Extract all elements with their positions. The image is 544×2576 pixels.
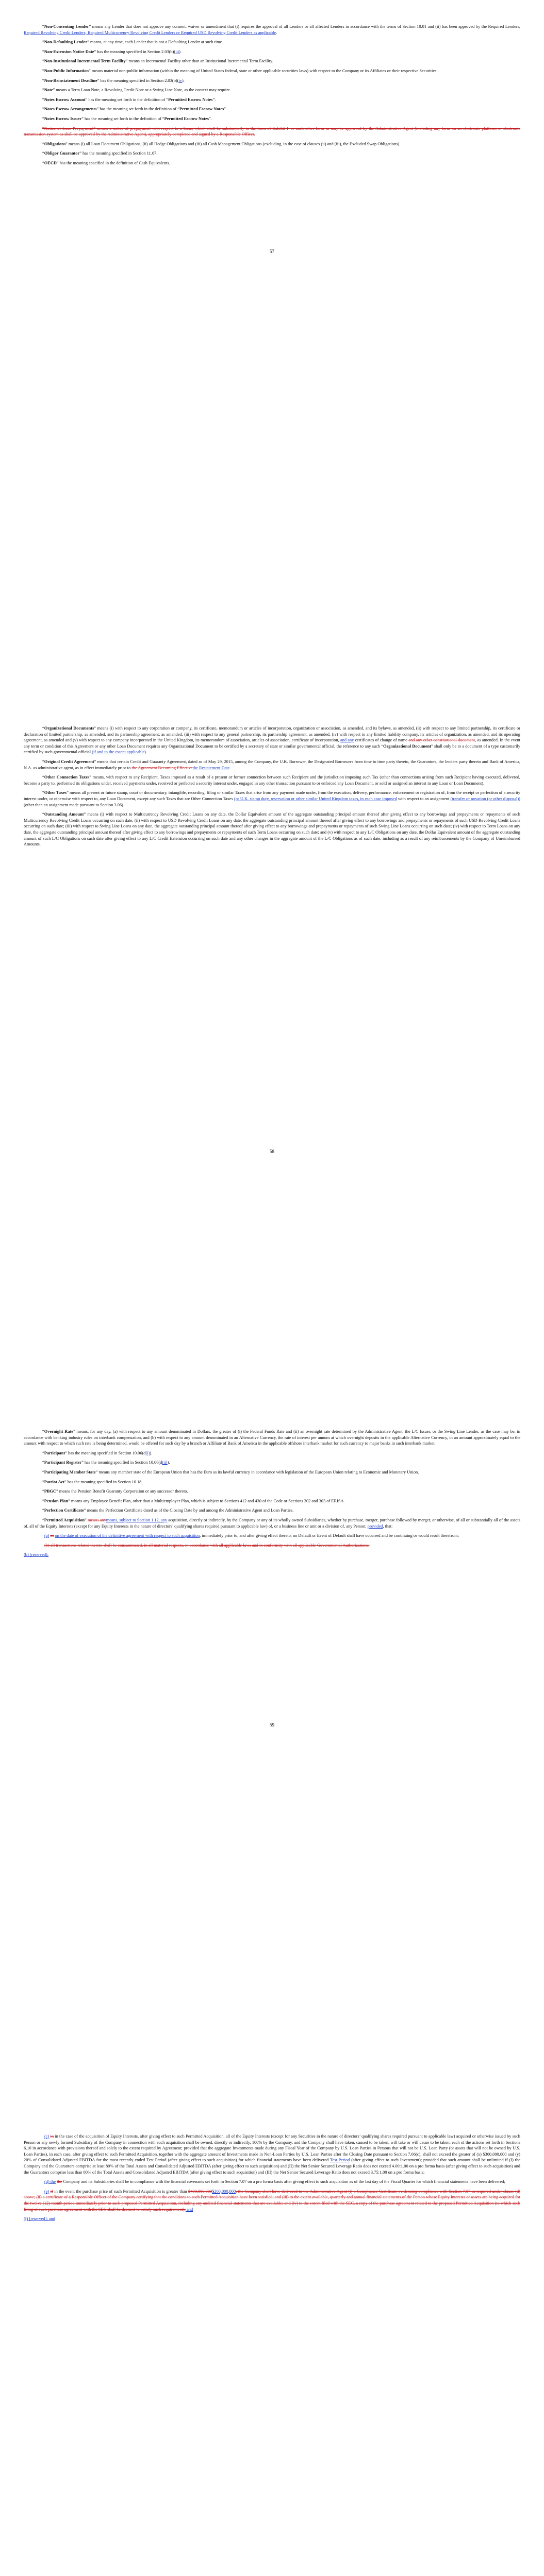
document-page: [0, 0, 544, 703]
text-run: ” has the meaning set forth in the definition of “: [85, 97, 169, 102]
text-run: ”.: [209, 116, 212, 121]
definition-paragraph: [24, 150, 520, 157]
text-run: ” means, with respect to any Recipient, Taxes imposed as a result of a present or former connection between such Recipient and the jurisdiction imposing such Tax (other than connections arising from such Recipient having executed, delivered, become a party to, performed its obligations under, received payments under, received or perfected a security interest under, engaged in any other transaction pursuant to or enforced any Loan Document, or sold or assigned an interest in any Loan or Loan Document).: [24, 775, 520, 786]
definition-paragraph: [24, 1460, 520, 1466]
text-run: , immediately prior to, and after giving effect thereto, no Default or Event of Default shall have occurred and be continuing or would result therefrom;: [200, 1533, 459, 1538]
text-run: ” means (i) with respect to Multicurrency Revolving Credit Loans on any date, the Dollar Equivalent amount of the aggregate outstanding principal amount thereof after giving effect to any borrowings and prepayments or repayments of such Multicurrency Revolving Credit Loans occurring on such date; (ii) with respect to USD Revolving Credit Loans on any date, the aggregate outstanding principal amount thereof after giving effect to any borrowings and prepayments or repayments of such USD Revolving Credit Loans occurring on such date; (iii) with respect to Swing Line Loans on any date, the aggregate outstanding principal amount thereof after giving effect to any borrowings and prepayments or repayments of such Swing Line Loans occurring on such date; (iv) with respect to Term Loans on any date, the aggregate outstanding principal amount thereof after giving effect to any borrowings and prepayments or repayments of such Term Loans occurring on such date; and (v) with respect to any L/C Obligations on any date, the Dollar Equivalent amount of the aggregate outstanding amount of such L/C Obligations on such date after giving effect to any L/C Credit Extension occurring on such date and any other changes in the aggregate amount of the L/C Obligations as of such date, including as a result of any reimbursements by the Company of Unreimbursed Amounts.: [24, 812, 520, 847]
inserted-text: provided: [367, 1523, 383, 1529]
defined-term: Non-Institutional Incremental Term Facility: [44, 59, 126, 64]
definition-paragraph: [24, 1507, 520, 1514]
deleted-text: “Notice of Loan Prepayment” means a notice of prepayment with respect to a Loan, which shall be substantially in the form of Exhibit F or such other form as may be approved by the Administrative Agent (including any form on an electronic platform or electronic transmission system as shall be approved by the Administrative Agent), appropriately completed and signed by a Responsible Officer.: [24, 126, 520, 137]
definition-paragraph: [24, 1469, 520, 1476]
inserted-text: (i): [145, 1450, 150, 1455]
text-run: ”.: [224, 107, 227, 112]
text-run: , that:: [383, 1523, 393, 1529]
definition-paragraph: [24, 2179, 520, 2185]
inserted-text: (ii): [162, 1460, 168, 1465]
deleted-text: the: [57, 2179, 62, 2184]
text-run: “: [42, 759, 44, 764]
text-run: “: [42, 68, 44, 73]
text-run: with respect to an assignment: [397, 796, 451, 801]
document-page: [0, 2110, 544, 2576]
page-number: 58: [270, 1149, 274, 1154]
definition-paragraph: [24, 759, 520, 771]
text-run: ).: [182, 78, 185, 83]
definition-paragraph: [24, 1479, 520, 1485]
page-body: [24, 2133, 520, 2226]
defined-term: Original Credit Agreement: [44, 759, 94, 764]
definition-paragraph: [24, 811, 520, 848]
defined-term: Obligor Guarantor: [44, 151, 80, 156]
text-run: “: [42, 1479, 44, 1484]
definition-paragraph: [24, 2133, 520, 2175]
page-number: 57: [270, 249, 274, 254]
defined-term: Permitted Acquisition: [44, 1517, 85, 1522]
text-run: “: [42, 726, 44, 731]
definition-paragraph: [24, 97, 520, 103]
deleted-text: , the Company shall have delivered to the Administrative Agent (i) a Compliance Certificate evidencing compliance with Section 7.07 as required under clause (d) above; (ii) a certificate of a Responsible Officer of the Company certifying that the conditions to such Permitted Acquisition have been satisfied; and (iii) to the extent available, quarterly and annual financial statements of the Person whose Equity Interests or assets are being acquired for the twelve (12)-month period immediately prior to such proposed Permitted Acquisition, including any audited financial statements that are available; and (iv) to the extent filed with the SEC, a copy of the purchase agreement related to the proposed Permitted Acquisition (to which such filing of such purchase agreement with the SEC shall be deemed to satisfy such requirement);: [24, 2189, 520, 2212]
text-run: “: [42, 1429, 44, 1434]
deleted-text: and any other constitutional document: [408, 738, 475, 743]
text-run: ).: [179, 49, 182, 54]
text-run: ” means (i) all Loan Document Obligations, (ii) all Hedge Obligations and (iii) all Cash Management Obligations (excluding, in the case of clauses (ii) and (iii), the Excluded Swap Obligations).: [65, 141, 401, 146]
defined-term: Perfection Certificate: [44, 1508, 84, 1513]
inserted-text: .: [141, 1479, 143, 1484]
text-run: ” means all present or future stamp, court or documentary, intangible, recording, filing or similar Taxes that arise from any payment made under, from the execution, delivery, performance, enforcement or registration of, from the receipt or perfection of a security interest under, or otherwise with respect to, any Loan Document, except any such Taxes that are Other Connection Taxes: [24, 790, 520, 801]
page-body: [24, 725, 520, 851]
defined-term: Participating Member State: [44, 1469, 96, 1475]
text-run: “: [42, 1460, 44, 1465]
inserted-text: on the date of execution of the definitive agreement with respect to such acquisition: [55, 1533, 200, 1538]
inserted-text: (transfer or novation (or other disposal)): [450, 796, 520, 801]
definition-paragraph: [24, 1450, 520, 1456]
inserted-text: Required Revolving Credit Lenders, Required Multicurrency Revolving Credit Lenders or Required USD Revolving Credit Lenders as applicable: [24, 30, 276, 35]
defined-term: Non-Extension Notice Date: [44, 49, 94, 54]
definition-paragraph: [24, 1517, 520, 1529]
deleted-text: $400,000,000: [188, 2189, 212, 2194]
text-run: “: [42, 160, 44, 165]
text-run: .: [146, 750, 147, 755]
definition-paragraph: [24, 1543, 520, 1549]
text-run: ”.: [212, 97, 216, 102]
text-run: “: [42, 151, 44, 156]
defined-term: Notes Escrow Issuer: [44, 116, 82, 121]
text-run: “: [42, 775, 44, 780]
text-run: ” has the meaning specified in Section 11.07.: [79, 151, 158, 156]
inserted-text: means, subject to Section 1.12, any: [106, 1517, 168, 1522]
definition-paragraph: [24, 39, 520, 45]
text-run: ” means that certain Credit and Guaranty Agreement, dated as of May 29, 2015, among the Company, the U.K. Borrower, the Designated Borrowers from time to time party thereto, the Guarantors, the lenders party thereto and Bank of America, N.A. as administrative agent, as in effect immediately prior to: [24, 759, 521, 770]
text-run: (other than an assignment made pursuant to Section 3.06).: [24, 802, 124, 807]
text-run: ” means a Term Loan Note, a Revolving Credit Note or a Swing Line Note, as the context may require.: [53, 88, 231, 93]
text-run: .: [229, 765, 231, 770]
definition-paragraph: [24, 58, 520, 64]
defined-term: Note: [44, 88, 53, 93]
text-run: ” means an Incremental Facility other than an Institutional Incremental Term Facility.: [125, 59, 273, 64]
text-run: “: [42, 24, 44, 29]
deleted-text: (b) all transactions related thereto shall be consummated, in all material respects, in accordance with all applicable laws and in conformity with all applicable Governmental Authorizations;: [44, 1543, 370, 1548]
deleted-text: in: [50, 2134, 54, 2139]
text-run: “: [42, 1450, 44, 1455]
text-run: ).: [150, 1450, 153, 1455]
deleted-text: if: [50, 2189, 53, 2194]
text-run: ” means material non-public information (within the meaning of United States federal, state or other applicable securities laws) with respect to the Company or its Affiliates or their respective Securities.: [89, 68, 438, 73]
text-run: ” has the meaning specified in the definition of Cash Equivalents.: [56, 160, 170, 165]
text-run: “: [42, 1469, 44, 1475]
defined-term: OECD: [44, 160, 57, 165]
defined-term: Notes Escrow Arrangements: [44, 107, 97, 112]
text-run: certificates of change of name: [354, 738, 409, 743]
text-run: “: [42, 1498, 44, 1503]
definition-paragraph: [24, 725, 520, 755]
definition-paragraph: [24, 87, 520, 93]
inserted-text: (if and to the extent applicable): [91, 750, 146, 755]
text-run: ” has the meaning specified in Section 10.18: [64, 1479, 142, 1484]
inserted-text: and: [185, 2207, 193, 2212]
inserted-text: (or U.K. stamp duty, reservation or other similar United Kingdom taxes, in each case imposed: [234, 796, 397, 801]
text-run: .: [276, 30, 277, 35]
text-run: Company and its Subsidiaries shall be in compliance with the financial covenants set forth in Section 7.07 on a pro forma basis after giving effect to such acquisition as of the last day of the Fiscal Quarter for which financial statements have been delivered;: [62, 2179, 505, 2184]
text-run: ” means the Pension Benefit Guaranty Corporation or any successor thereto.: [56, 1489, 188, 1494]
inserted-text: (f) [reserved]; and: [24, 2216, 55, 2222]
inserted-text: (c): [44, 2134, 50, 2139]
definition-paragraph: [24, 160, 520, 166]
text-run: ” means, for any day, (a) with respect to any amount denominated in Dollars, the greater of (i) the Federal Funds Rate and (ii) an overnight rate determined by the Administrative Agent, the L/C Issuer, or the Swing Line Lender, as the case may be, in accordance with banking industry rules on interbank compensation, and (b) with respect to any amount denominated in an Alternative Currency, the rate of interest per annum at which overnight deposits in the applicable Alternative Currency, in an amount approximately equal to the amount with respect to which such rate is being determined, would be offered for such day by a branch or Affiliate of Bank of America in the applicable offshore interbank market for such currency to major banks in such interbank market.: [24, 1429, 520, 1446]
inserted-text: (b) [reserved];: [24, 1552, 49, 1557]
text-run: “: [42, 97, 44, 102]
defined-term: Non-Defaulting Lender: [44, 40, 88, 45]
defined-term: Participant: [44, 1450, 65, 1455]
text-run: ” means any Lender that does not approve any consent, waiver or amendment that (i) requires the approval of all Lenders or all affected Lenders in accordance with the terms of Section 10.01 and (ii) has been approved by the Required Lenders,: [89, 24, 520, 29]
text-run: “: [42, 78, 44, 83]
text-run: ” means any Employee Benefit Plan, other than a Multiemployer Plan, which is subject to Sections 412 and 430 of the Code or Sections 302 and 303 of ERISA.: [68, 1498, 345, 1503]
text-run: ).: [167, 1460, 170, 1465]
definition-paragraph: [24, 24, 520, 36]
text-run: in the case of the acquisition of Equity Interests, after giving effect to such Permitted Acquisition, all of the Equity Interests (except for any Securities in the nature of directors’ qualifying shares required pursuant to applicable law) acquired or otherwise issued by such Person or any newly formed Subsidiary of the Company in connection with such acquisition shall be owned, directly or indirectly, 100% by the Company, and the Company shall have taken, caused to be taken, will take or will cause to be taken, each of the actions set forth in Sections 6.10 in accordance with provisions thereof and solely to the extent required by Agreement; provided that the aggregate Investments made during any Fiscal Year of the Company by U.S. Loan Parties in Persons that will not be U.S. Loan Party (or assets that will not be owned by U.S. Loan Parties), in each case, after giving effect to such Permitted Acquisition, together with the aggregate amount of Investments made in Non-Loan Parties by U.S. Loan Parties after the Closing Date pursuant to Section 7.06(c), shall not exceed the greater of (x) $300,000,000 and (y) 20% of Consolidated Adjusted EBITDA for the most recently ended Test Period (after giving effect to such acquisition) for which financial statements have been delivered: [24, 2134, 520, 2163]
text-run: in the event the purchase price of such Permitted Acquisition is greater than: [53, 2189, 189, 2194]
definition-paragraph: [24, 1498, 520, 1504]
text-run: ” shall only be to a document of a type customarily certified by such governmental official: [24, 743, 520, 755]
text-run: “: [42, 107, 44, 112]
text-run: acquisition, directly or indirectly, by the Company or any of its wholly owned Subsidiaries, whether by purchase, merger, purchase followed by merger, or otherwise, of all or substantially all of the assets of, all of the Equity Interests (except for any Equity Interests in the nature of directors’ qualifying shares required pursuant to applicable law) of, or a business line or unit or a division of, any Person;: [24, 1517, 520, 1529]
definition-paragraph: [24, 116, 520, 122]
text-run: “: [42, 116, 44, 121]
text-run: ” has the meaning specified in Section 10.06(d: [65, 1450, 146, 1455]
definition-paragraph: [24, 78, 520, 84]
text-run: ” has the meaning set forth in the definition of “: [96, 107, 179, 112]
text-run: ” has the meaning specified in Section 10.06(d: [81, 1460, 162, 1465]
text-run: “: [42, 812, 44, 817]
text-run: ”: [85, 1517, 88, 1522]
definition-paragraph: [24, 2216, 520, 2222]
defined-term: Organizational Document: [383, 743, 432, 749]
text-run: “: [42, 88, 44, 93]
definition-paragraph: [24, 1552, 520, 1558]
text-run: (after giving effect to such Investment); provided that such amount shall be unlimited if (I) the Company and the Guarantors comprise at least 80% of the Total Assets and Consolidated Adjusted EBITDA (after giving effect to such acquisition) and (II) the Net Senior Secured Leverage Ratio does not exceed 4.00:1.00 on a pro forma basis (after giving effect to such acquisition) and the Guarantors comprise less than 80% of the Total Assets and Consolidated Adjusted EBITDA (after giving effect to such acquisition) and (III) the Net Senior Secured Leverage Ratio does not exceed 3.75:1.00 on a pro forma basis;: [24, 2158, 520, 2175]
inserted-text: iv: [178, 78, 182, 83]
defined-term: Pension Plan: [44, 1498, 69, 1503]
definition-paragraph: [24, 126, 520, 138]
defined-term: Participant Register: [44, 1460, 82, 1465]
defined-term: Overnight Rate: [44, 1429, 74, 1434]
text-run: ” means the Perfection Certificate dated as of the Closing Date by and among the Administrative Agent and Loan Parties.: [84, 1508, 294, 1513]
text-run: “: [42, 141, 44, 146]
text-run: “: [42, 790, 44, 795]
page-body: [24, 24, 520, 170]
text-run: “: [42, 1489, 44, 1494]
document-page: [0, 703, 544, 1406]
defined-term: Organizational Documents: [44, 726, 94, 731]
defined-term: PBGC: [44, 1489, 56, 1494]
defined-term: Obligations: [44, 141, 66, 146]
inserted-text: $200,000,000: [212, 2189, 236, 2194]
definition-paragraph: [24, 49, 520, 55]
text-run: ” has the meaning set forth in the definition of “: [81, 116, 164, 121]
defined-term: Other Connection Taxes: [44, 775, 90, 780]
defined-term: Non-Reinstatement Deadline: [44, 78, 97, 83]
text-run: , as amended. In the event any term or condition of this Agreement or any other Loan Document requires any Organizational Document to be certified by a secretary of state or similar governmental official, the reference to any such “: [24, 738, 520, 749]
deleted-text: the Agreement Becoming Effective: [131, 765, 193, 770]
text-run: “: [42, 1508, 44, 1513]
definition-paragraph: [24, 774, 520, 786]
page-body: [24, 1429, 520, 1562]
defined-term: Non-Public Information: [44, 68, 89, 73]
text-run: “: [42, 59, 44, 64]
inserted-text: and any: [340, 738, 354, 743]
text-run: “: [42, 49, 44, 54]
definition-paragraph: [24, 1488, 520, 1495]
defined-term: Patriot Act: [44, 1479, 65, 1484]
text-run: ” has the meaning specified in Section 2.03(b)(: [97, 78, 179, 83]
definition-paragraph: [24, 106, 520, 112]
inserted-text: (e): [44, 2189, 50, 2194]
definition-paragraph: [24, 141, 520, 147]
definition-paragraph: [24, 1533, 520, 1539]
text-run: ” means any member state of the European Union that has the Euro as its lawful currency in accordance with legislation of the European Union relating to Economic and Monetary Union.: [95, 1469, 419, 1475]
defined-term: Other Taxes: [44, 790, 67, 795]
text-run: “: [42, 40, 44, 45]
defined-term: Non-Consenting Lender: [44, 24, 89, 29]
text-run: “: [42, 1517, 44, 1522]
definition-paragraph: [24, 1429, 520, 1447]
definition-paragraph: [24, 790, 520, 808]
defined-term: Outstanding Amount: [44, 812, 84, 817]
inserted-text: Test Period: [329, 2158, 350, 2163]
inserted-text: the Restatement Date: [192, 765, 230, 770]
inserted-text: (d) the: [44, 2179, 56, 2184]
defined-term: Notes Escrow Account: [44, 97, 86, 102]
inserted-text: (a): [44, 1533, 50, 1538]
definition-paragraph: [24, 2189, 520, 2212]
text-run: ” means, at any time, each Lender that is not a Defaulting Lender at such time.: [87, 40, 223, 45]
definition-paragraph: [24, 68, 520, 74]
page-number: 59: [270, 1722, 274, 1727]
deleted-text: as: [50, 1533, 54, 1538]
inserted-text: iii: [175, 49, 179, 54]
defined-term: Permitted Escrow Notes: [179, 107, 224, 112]
defined-term: Permitted Escrow Notes: [164, 116, 209, 121]
defined-term: Permitted Escrow Notes: [168, 97, 213, 102]
text-run: ” means (i) with respect to any corporation or company, its certificate, memorandum or articles of incorporation, organization or association, as amended, and its bylaws, as amended, (ii) with respect to any limited partnership, its certificate or declaration of limited partnership, as amended, and its partnership agreement, as amended, (iii) with respect to any general partnership, its partnership agreement, as amended, (iv) with respect to any limited liability company, its articles of organization, as amended, and its operating agreement, as amended and (v) with respect to any company incorporated in the United Kingdom, its memorandum of association, articles of association, certificate of incorporation,: [24, 726, 520, 743]
document-page: [0, 1406, 544, 2110]
deleted-text: means any: [88, 1517, 106, 1522]
text-run: ” has the meaning specified in Section 2.03(b)(: [94, 49, 176, 54]
